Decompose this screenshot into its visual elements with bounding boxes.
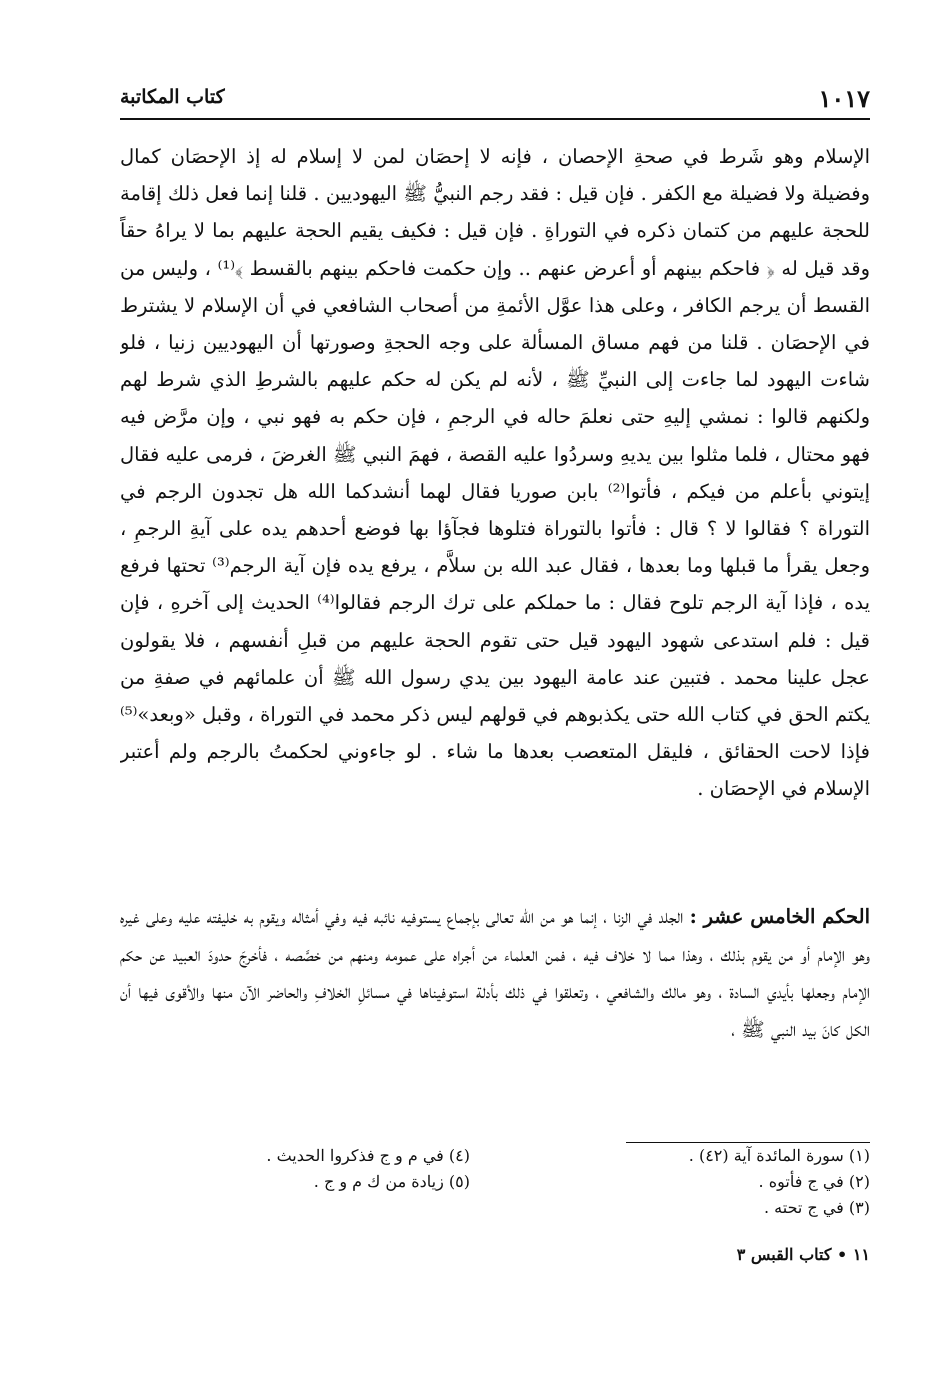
footnote-5: (٥) زيادة من ك م و ج . (313, 1172, 470, 1191)
footnotes-column-left (130, 1143, 470, 1195)
printer-signature: ١١ • كتاب القبس ٣ (736, 1245, 870, 1264)
footnote-2: (٢) في ج فأتوه . (758, 1172, 870, 1191)
footnote-4: (٤) في م و ج فذكروا الحديث . (266, 1146, 470, 1165)
header-divider (120, 118, 870, 120)
section-paragraph (120, 898, 870, 1128)
footnotes-column-right (530, 1143, 870, 1221)
page-number: ١٠١٧ (818, 84, 870, 113)
page-header (120, 82, 870, 122)
main-paragraph (120, 138, 870, 898)
section-heading: الحكم الخامس عشر : (689, 905, 870, 928)
footnotes (120, 1143, 870, 1293)
footnote-1: (١) سورة المائدة آية (٤٢) . (688, 1146, 870, 1165)
paragraph-2: الجلد في الزنا ، إنما هو من الله تعالى بإجماع يستوفيه نائبه فيه وفي أمثاله ويقوم به خليفته عليه وعلى غيره وهو الإمام أو من يقوم بذلك ، وهذا مما لا خلاف فيه ، فمن العلماء من أجراه على عمومه ومنهم من خصَّصه ، فأخرجَ حدودَ العبيد عن حكم الإمام وجعلها بأيدي السادة ، وهو مالك والشافعي ، وتعلقوا في ذلك بأدلة استوفيناها في مسائلِ الخلافِ والحاضر الآن منها والأقوى فيها أن الكل كانَ بيد النبي ﷺ ، (120, 905, 870, 1041)
footnote-3: (٣) في ج تحته . (763, 1198, 870, 1217)
running-title: كتاب المكاتبة (120, 86, 225, 108)
paragraph-1: الإسلام وهو شَرط في صحةِ الإحصان ، فإنه لا إحصَان لمن لا إسلام له إذ الإحصَان كمال وفضيلة ولا فضيلة مع الكفر . فإن قيل : فقد رجم النبيُّ ﷺ اليهوديين . قلنا إنما فعل ذلك إقامة للحجة عليهم من كتمان ذكره في التوراةِ . فإن قيل : فكيف يقيم الحجة عليهم بما لا يراهُ حقاً وقد قيل له ﴿ فاحكم بينهم أو أعرض عنهم .. وإن حكمت فاحكم بينهم بالقسط ﴾⁽¹⁾ ، وليس من القسط أن يرجم الكافر ، وعلى هذا عوَّل الأئمةِ من أصحاب الشافعي في أن الإسلام لا يشترط في الإحصَان . قلنا من فهم مساق المسألة على وجه الحجةِ وصورتها أن اليهوديين زنيا ، فلو شاءت اليهود لما جاءت إلى النبيِّ ﷺ ، لأنه لم يكن له حكم عليهم بالشرطِ الذي شرط لهم ولكنهم قالوا : نمشي إليهِ حتى نعلمَ حاله في الرجمِ ، فإن حكم به فهو نبي ، وإن مرَّض فيه فهو محتال ، فلما مثلوا بين يديهِ وسردُوا عليه القصة ، فهمَ النبي ﷺ الغرضَ ، فرمى عليه فقال إيتوني بأعلم من فيكم ، فأتوا⁽²⁾ بابن صوريا فقال لهما أنشدكما الله هل تجدون الرجم في التوراة ؟ فقالوا لا ؟ قال : فأتوا بالتوراة فتلوها فجآؤا بها فوضع أحدهم يده على آيةِ الرجمِ ، وجعل يقرأ ما قبلها وما بعدها ، فقال عبد الله بن سلاَّم ، يرفع يده فإن آية الرجم⁽³⁾ تحتها فرفع يده ، فإذا آية الرجم تلوح فقال : ما حملكم على ترك الرجم فقالوا⁽⁴⁾ الحديث إلى آخرهِ ، فإن قيل : فلم استدعى شهود اليهود قيل حتى تقوم الحجة عليهم من قبلِ أنفسهم ، فلا يقولون عجل علينا محمد . فتبين عند عامة اليهود بين يدي رسول الله ﷺ أن علمائهم في صفةِ من يكتم الحق في كتاب الله حتى يكذبوهم في قولهم ليس ذكر محمد في التوراة ، وقبل «وبعد»⁽⁵⁾ فإذا لاحت الحقائق ، فليقل المتعصب بعدها ما شاء . لو جاءوني لحكمتُ بالرجم ولم أعتبر الإسلام في الإحصَان . (120, 145, 870, 801)
